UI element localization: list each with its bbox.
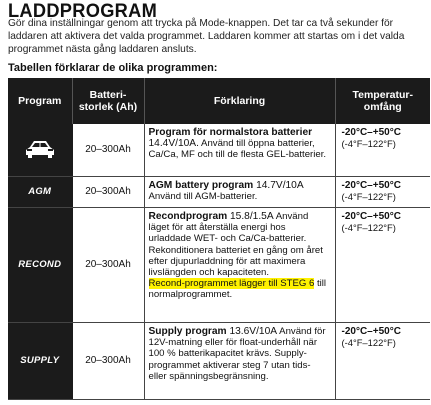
program-title: Recondprogram [148, 211, 228, 222]
explanation-cell [144, 323, 335, 400]
table-row [8, 177, 430, 208]
program-rating: 14.7V/10A [253, 180, 304, 191]
table-header-row [8, 78, 430, 124]
program-description: Använd till öppna batterier, Ca/Ca, MF och till de flesta GEL-batterier. [148, 138, 327, 161]
program-table [8, 78, 430, 400]
temperature-cell [335, 177, 430, 208]
program-cell [8, 177, 72, 208]
temperature-fahrenheit: (-4°F–122°F) [341, 191, 396, 203]
program-title: Program för normalstora batterier [148, 127, 313, 138]
table-caption: Tabellen förklarar de olika programmen: [8, 62, 218, 74]
explanation-cell [144, 208, 335, 323]
program-description: Använd för 12V-matning eller för float-underhåll när 100 % batterikapacitet krävs. Supply-programmet aktiverar steg 7 utan tids- eller spänningsbegränsning. [148, 326, 326, 382]
table-row [8, 124, 430, 177]
temperature-cell [335, 208, 430, 323]
table-row [8, 208, 430, 323]
capacity-cell: 20–300Ah [72, 323, 144, 400]
program-cell [8, 323, 72, 400]
program-name: RECOND [18, 259, 62, 271]
explanation-cell [144, 124, 335, 177]
temperature-fahrenheit: (-4°F–122°F) [341, 222, 396, 234]
capacity-cell: 20–300Ah [72, 124, 144, 177]
explanation-cell [144, 177, 335, 208]
program-rating: 15.8/1.5A [227, 211, 274, 222]
program-description: Använd läget för att återställa energi hos urladdade WET- och Ca/Ca-batterier. Rekonditionera batteriet en gång om året efter djupurladdning för att maximera livslängden och kapaciteten. [148, 211, 323, 279]
header-capacity: Batteri-storlek (Ah) [72, 78, 144, 124]
program-description: Använd till AGM-batterier. [148, 191, 258, 203]
temperature-cell [335, 124, 430, 177]
temperature-celsius: -20°C–+50°C [341, 180, 401, 191]
program-name: SUPPLY [20, 355, 60, 367]
page-title: LADDPROGRAM [8, 1, 158, 22]
table-row [8, 323, 430, 400]
program-rating: 14.4V/10A. [148, 138, 199, 150]
intro-paragraph: Gör dina inställningar genom att trycka på Mode-knappen. Det tar ca två sekunder för laddaren att aktivera det valda programmet. Laddaren kommer att startas om i det valda programmet nästa gång laddaren ansluts. [8, 18, 405, 55]
temperature-celsius: -20°C–+50°C [341, 326, 401, 337]
highlighted-note: Recond-programmet lägger till STEG 6 [148, 278, 315, 290]
program-cell [8, 124, 72, 177]
temperature-celsius: -20°C–+50°C [341, 211, 401, 222]
header-program: Program [8, 78, 72, 124]
program-rating: 13.6V/10A [226, 326, 278, 337]
program-title: AGM battery program [148, 180, 254, 191]
car-icon [23, 136, 57, 163]
temperature-fahrenheit: (-4°F–122°F) [341, 138, 396, 150]
capacity-cell: 20–300Ah [72, 177, 144, 208]
program-description-tail: till normalprogrammet. [148, 278, 327, 301]
capacity-cell: 20–300Ah [72, 208, 144, 323]
temperature-cell [335, 323, 430, 400]
program-name: AGM [28, 186, 52, 198]
temperature-celsius: -20°C–+50°C [341, 127, 401, 138]
header-temperature: Temperatur-omfång [335, 78, 430, 124]
program-title: Supply program [148, 326, 227, 337]
temperature-fahrenheit: (-4°F–122°F) [341, 337, 396, 349]
header-explanation: Förklaring [144, 78, 335, 124]
program-cell [8, 208, 72, 323]
